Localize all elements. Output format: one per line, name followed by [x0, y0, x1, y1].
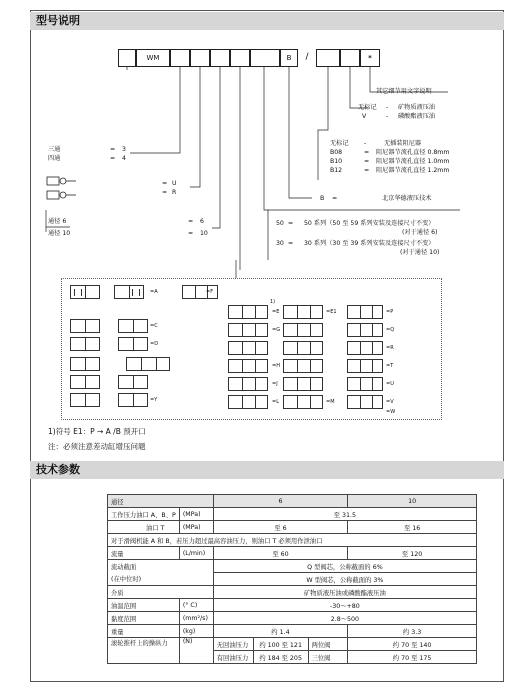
- spec-force-r1c4: 约 70 至 140: [348, 638, 477, 651]
- spool-symbol: [70, 337, 100, 351]
- spec-medium-label: 介质: [108, 586, 214, 599]
- spec-size10: 10: [348, 495, 477, 508]
- spec-force-r2c3: 三位阀: [308, 651, 348, 664]
- opt-series-50-note: (对于通径 6): [402, 229, 438, 236]
- opt-actuator-r: R: [172, 189, 177, 196]
- spec-portT-label: 油口 T: [108, 521, 180, 534]
- code-box-star: *: [360, 49, 380, 67]
- spec-temp-val: -30～+80: [213, 599, 476, 612]
- code-box-wm: WM: [136, 49, 170, 67]
- spool-symbol: [70, 285, 100, 299]
- spec-visc-label: 黏度范围: [108, 612, 180, 625]
- spool-symbol: [118, 393, 148, 407]
- spool-symbols-area: [61, 278, 442, 420]
- spec-force-r2c2: 约 184 至 205: [253, 651, 308, 664]
- spool-symbol: [70, 357, 100, 371]
- opt-seal-none-desc: 矿物质液压油: [398, 104, 436, 111]
- section-title-specs: 技术参数: [30, 461, 504, 479]
- opt-series-30: 30: [276, 240, 284, 247]
- symbol-label: =W: [386, 409, 396, 415]
- symbol-label: =R: [386, 345, 394, 351]
- opt-b-desc: 北京华德液压技术: [382, 195, 432, 202]
- spec-section-q: Q 型阀芯，公称截面的 6%: [213, 560, 476, 573]
- symbol-label: =H: [272, 363, 280, 369]
- spool-symbol: [347, 377, 383, 391]
- symbol-label: =V: [386, 399, 394, 405]
- spec-visc-val: 2.8～500: [213, 612, 476, 625]
- code-slash: /: [305, 52, 309, 62]
- opt-seal-v-desc: 磷酸酯液压油: [398, 113, 436, 120]
- symbol-label: =J: [272, 381, 278, 387]
- opt-orifice-b10: B10: [330, 158, 343, 165]
- symbol-label: =T: [386, 363, 394, 369]
- spool-symbol: [347, 359, 383, 373]
- spec-flow-10: 至 120: [348, 547, 477, 560]
- symbol-footnote: 1): [270, 299, 276, 305]
- spool-symbol: [283, 341, 323, 355]
- spool-symbol: [283, 395, 323, 409]
- opt-actuator-u: U: [172, 180, 177, 187]
- spec-portT-unit: (MPa): [179, 521, 213, 534]
- spool-symbol: [347, 341, 383, 355]
- spec-portT-6: 至 6: [213, 521, 347, 534]
- spec-force-r1c2: 约 100 至 121: [253, 638, 308, 651]
- opt-size10: 通径 10: [48, 230, 71, 237]
- note-differential: 注：必须注意差动缸增压问题: [48, 442, 146, 451]
- symbol-label: =G: [272, 327, 281, 333]
- spec-flow-6: 至 60: [213, 547, 347, 560]
- table-row: [108, 586, 477, 599]
- spool-symbol: [118, 375, 148, 389]
- spool-symbol: [283, 323, 323, 337]
- spool-symbol: [114, 285, 144, 299]
- opt-series-50-desc: 50 系列（50 至 59 系列安装及连接尺寸不变）: [304, 220, 435, 227]
- table-row: [108, 495, 477, 508]
- symbol-label: =C: [150, 323, 158, 329]
- section-title-model: 型号说明: [30, 12, 504, 30]
- spec-pressure-val: 至 31.5: [213, 508, 476, 521]
- opt-four-way: 四通: [48, 155, 61, 162]
- table-row: [108, 547, 477, 560]
- spec-force-r1c3: 两位阀: [308, 638, 348, 651]
- spec-weight-10: 约 3.3: [348, 625, 477, 638]
- spec-weight-label: 重量: [108, 625, 180, 638]
- opt-series-30-desc: 30 系列（30 至 39 系列安装及连接尺寸不变）: [304, 240, 435, 247]
- table-row: [108, 599, 477, 612]
- table-row: [108, 508, 477, 521]
- symbol-label: =Y: [150, 397, 158, 403]
- symbol-label: =U: [386, 381, 394, 387]
- symbol-label: =Q: [386, 327, 395, 333]
- spec-medium-val: 矿物质液压油或磷酸酯液压油: [213, 586, 476, 599]
- spec-section-w: W 型阀芯，公称截面的 3%: [213, 573, 476, 586]
- spec-flow-unit: (L/min): [179, 547, 213, 560]
- spec-force-unit: (N): [179, 638, 213, 664]
- symbol-label: =L: [272, 399, 279, 405]
- opt-seal-v: V: [362, 113, 367, 120]
- symbol-label: =P: [386, 309, 394, 315]
- spec-temp-label: 油温范围: [108, 599, 180, 612]
- symbol-label: =M: [326, 399, 335, 405]
- symbol-label: =E: [272, 309, 280, 315]
- spool-symbol: [283, 377, 323, 391]
- spool-symbol: [70, 319, 100, 333]
- symbol-label: =A: [150, 289, 158, 295]
- spool-symbol: [283, 305, 323, 319]
- spec-visc-unit: (mm²/s): [179, 612, 213, 625]
- opt-other-details: 其它细节用文字说明: [376, 88, 432, 95]
- spool-symbol: [126, 357, 170, 371]
- spec-note-row: 对于滑阀机能 A 和 B，若压力超过最高容油压力，则油口 T 必须用作泄油口: [108, 534, 477, 547]
- roller-actuator-icon: [46, 175, 86, 205]
- opt-seal-none: 无标记: [358, 104, 377, 111]
- opt-orifice-b08: B08: [330, 149, 343, 156]
- spool-symbol: [228, 395, 268, 409]
- opt-size6-code: 6: [200, 218, 204, 225]
- table-row: [108, 573, 477, 586]
- spec-force-label: 滚轮推杆上的操纵力: [108, 638, 180, 664]
- symbol-label: =E1: [326, 309, 337, 315]
- table-row: [108, 534, 477, 547]
- spec-pressure-label: 工作压力油口 A、B、P: [108, 508, 180, 521]
- table-row: [108, 638, 477, 651]
- spool-symbol: [347, 305, 383, 319]
- spool-symbol: [347, 395, 383, 409]
- table-row: [108, 625, 477, 638]
- spec-flow-label: 流量: [108, 547, 180, 560]
- table-row: [108, 560, 477, 573]
- note-e1: 1)符号 E1：P → A /B 预开口: [48, 427, 146, 436]
- spec-weight-6: 约 1.4: [213, 625, 347, 638]
- spec-portT-10: 至 16: [348, 521, 477, 534]
- table-row: [108, 521, 477, 534]
- opt-three-way: 三通: [48, 146, 61, 153]
- spool-symbol: [228, 377, 268, 391]
- table-row: [108, 612, 477, 625]
- spec-pressure-unit: (MPa): [179, 508, 213, 521]
- opt-orifice-b08-desc: 阻尼器节流孔直径 0.8mm: [376, 149, 450, 156]
- opt-orifice-none-desc: 无插装阻尼器: [384, 140, 422, 147]
- spool-symbol: [70, 393, 100, 407]
- opt-orifice-b12-desc: 阻尼器节流孔直径 1.2mm: [376, 167, 450, 174]
- spec-weight-unit: (kg): [179, 625, 213, 638]
- spec-section-label2: (在中位时): [108, 573, 214, 586]
- spool-symbol: [228, 305, 268, 319]
- spec-force-r1c1: 无回油压力: [213, 638, 253, 651]
- opt-four-way-code: 4: [122, 155, 126, 162]
- spool-symbol: [228, 341, 268, 355]
- opt-size6: 通径 6: [48, 218, 67, 225]
- spool-symbol: [228, 359, 268, 373]
- spec-table: [107, 494, 477, 664]
- spool-symbol: [118, 337, 148, 351]
- spec-force-r2c4: 约 70 至 175: [348, 651, 477, 664]
- spool-symbol: [283, 359, 323, 373]
- opt-orifice-b10-desc: 阻尼器节流孔直径 1.0mm: [376, 158, 450, 165]
- spool-symbol: [70, 375, 100, 389]
- symbol-label: =F: [206, 289, 214, 295]
- spec-temp-unit: (° C): [179, 599, 213, 612]
- opt-b-code: B: [320, 195, 325, 202]
- spool-symbol: [118, 319, 148, 333]
- opt-series-50: 50: [276, 220, 284, 227]
- opt-three-way-code: 3: [122, 146, 126, 153]
- spec-size-label: 通径: [108, 495, 214, 508]
- opt-size10-code: 10: [200, 230, 208, 237]
- opt-orifice-b12: B12: [330, 167, 343, 174]
- code-box-b: B: [280, 49, 298, 67]
- spec-section-label: 流动截面: [108, 560, 214, 573]
- spool-symbol: [347, 323, 383, 337]
- spec-size6: 6: [213, 495, 347, 508]
- opt-series-30-note: (对于通径 10): [400, 249, 440, 256]
- opt-orifice-none: 无标记: [330, 140, 349, 147]
- symbol-label: =D: [150, 341, 159, 347]
- spool-symbol: [228, 323, 268, 337]
- spec-force-r2c1: 有回油压力: [213, 651, 253, 664]
